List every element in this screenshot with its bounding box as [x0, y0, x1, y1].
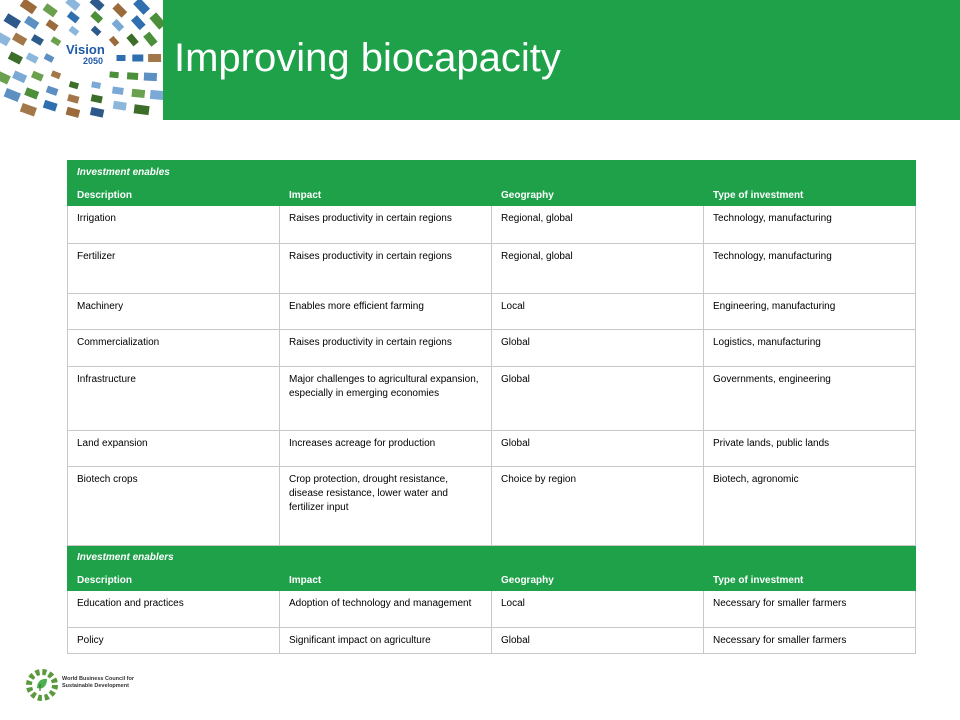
table-cell: Global [492, 628, 704, 654]
table-cell: Choice by region [492, 467, 704, 546]
table-cell: Policy [68, 628, 280, 654]
table-cell: Land expansion [68, 431, 280, 467]
table-cell: Infrastructure [68, 367, 280, 431]
table-cell: Local [492, 591, 704, 628]
table-cell: Commercialization [68, 330, 280, 367]
table-cell: Raises productivity in certain regions [280, 206, 492, 244]
table-cell: Local [492, 294, 704, 330]
table-row [68, 330, 916, 367]
table-cell: Necessary for smaller farmers [704, 591, 916, 628]
investment-table [67, 160, 916, 654]
vision-logo-text: Vision [66, 42, 105, 57]
table-cell: Education and practices [68, 591, 280, 628]
table-cell: Global [492, 330, 704, 367]
footer-org-line2: Sustainable Development [62, 683, 129, 689]
table-cell: Global [492, 367, 704, 431]
table-cell: Biotech crops [68, 467, 280, 546]
column-header: Description [68, 184, 280, 206]
table-row [68, 467, 916, 546]
table-cell: Regional, global [492, 244, 704, 294]
table-cell: Machinery [68, 294, 280, 330]
table-cell: Technology, manufacturing [704, 244, 916, 294]
section-row-investment-enablers [68, 546, 916, 569]
vision-2050-mosaic-icon [0, 0, 163, 120]
table-row [68, 367, 916, 431]
section-label: Investment enablers [68, 546, 916, 569]
slide-title: Improving biocapacity [174, 36, 561, 80]
table-cell: Major challenges to agricultural expansion, especially in emerging economies [280, 367, 492, 431]
column-header: Geography [492, 184, 704, 206]
table-cell: Private lands, public lands [704, 431, 916, 467]
footer-org-name [62, 676, 134, 690]
table-cell: Fertilizer [68, 244, 280, 294]
vision-logo-year: 2050 [83, 56, 104, 66]
table-cell: Biotech, agronomic [704, 467, 916, 546]
section-row-investment-enables [68, 161, 916, 184]
table-cell: Engineering, manufacturing [704, 294, 916, 330]
table-row [68, 206, 916, 244]
table-header-row [68, 184, 916, 206]
column-header: Type of investment [704, 569, 916, 591]
table-cell: Technology, manufacturing [704, 206, 916, 244]
column-header: Impact [280, 569, 492, 591]
table-cell: Crop protection, drought resistance, disease resistance, lower water and fertilizer input [280, 467, 492, 546]
column-header: Type of investment [704, 184, 916, 206]
table-cell: Necessary for smaller farmers [704, 628, 916, 654]
table-cell: Enables more efficient farming [280, 294, 492, 330]
table-row [68, 294, 916, 330]
table-cell: Governments, engineering [704, 367, 916, 431]
column-header: Geography [492, 569, 704, 591]
table-cell: Adoption of technology and management [280, 591, 492, 628]
table-row [68, 591, 916, 628]
column-header: Impact [280, 184, 492, 206]
table-cell: Significant impact on agriculture [280, 628, 492, 654]
table-row [68, 628, 916, 654]
column-header: Description [68, 569, 280, 591]
table-cell: Global [492, 431, 704, 467]
section-label: Investment enables [68, 161, 916, 184]
table-cell: Irrigation [68, 206, 280, 244]
table-cell: Raises productivity in certain regions [280, 330, 492, 367]
vision-2050-logo [0, 0, 163, 120]
wbcsd-logo-icon [22, 665, 62, 705]
table-cell: Regional, global [492, 206, 704, 244]
table-row [68, 431, 916, 467]
table-cell: Increases acreage for production [280, 431, 492, 467]
table-cell: Logistics, manufacturing [704, 330, 916, 367]
table-cell: Raises productivity in certain regions [280, 244, 492, 294]
table-header-row [68, 569, 916, 591]
table-row [68, 244, 916, 294]
footer-org-line1: World Business Council for [62, 676, 135, 682]
